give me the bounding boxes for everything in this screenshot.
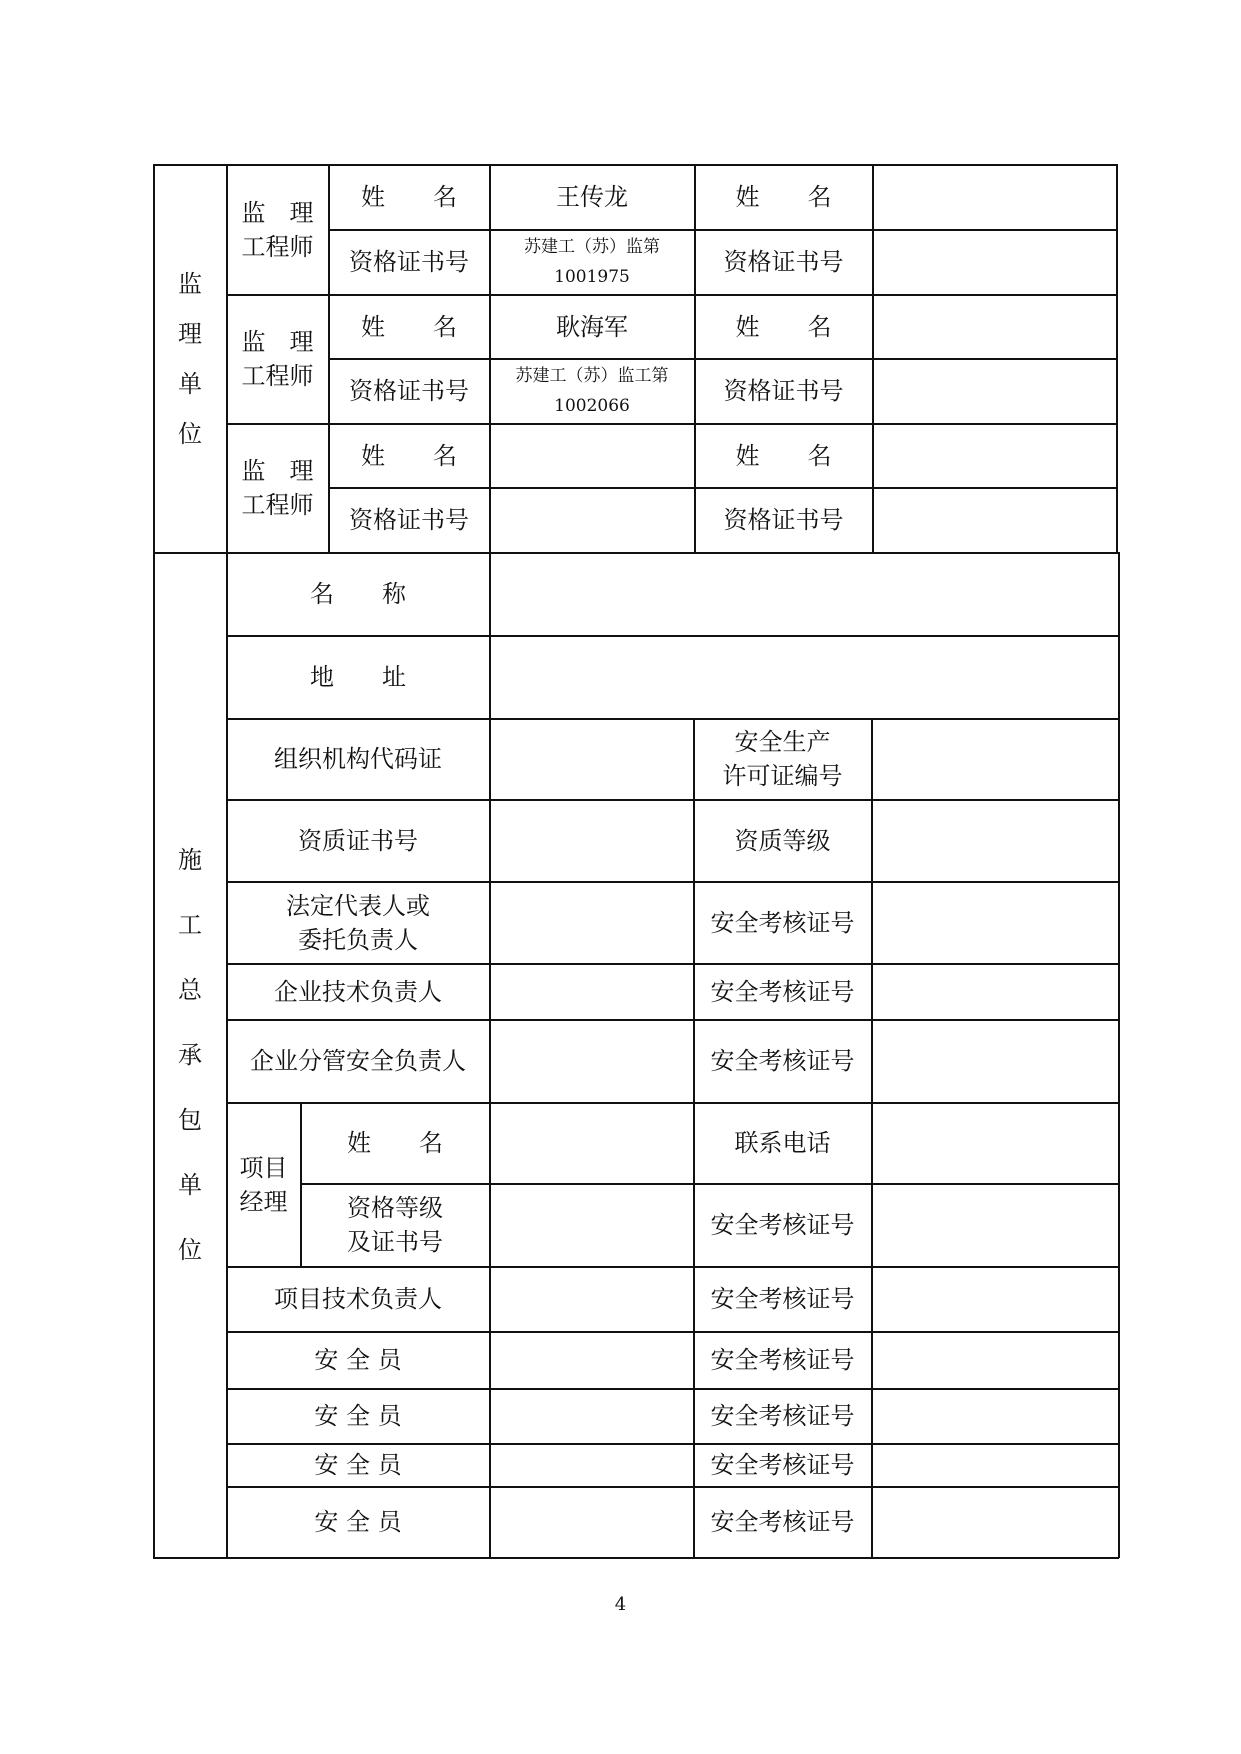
- contractor-group-label: [154, 553, 226, 1557]
- pm-name-label: 姓 名: [347, 1129, 443, 1157]
- safety-exam-label: 安全考核证号: [710, 1451, 855, 1479]
- group-label-char: 理: [178, 319, 202, 348]
- legal-rep-label: 法定代表人或 委托负责人: [286, 891, 430, 954]
- safety-head-label: 企业分管安全负责人: [250, 1047, 466, 1075]
- tech-head-label: 企业技术负责人: [274, 977, 442, 1006]
- pm-label: 项目 经理: [239, 1153, 288, 1216]
- name-label: 姓 名: [735, 312, 832, 341]
- group-label-char: 总: [178, 975, 202, 1004]
- group-label-char: 监: [178, 269, 202, 298]
- group-label-char: 工: [178, 910, 202, 939]
- cert-label: 资格证书号: [349, 506, 469, 534]
- name-label: 姓 名: [735, 183, 832, 211]
- engineer-name-value-2: [873, 295, 1116, 358]
- page-number: 4: [614, 1594, 627, 1615]
- safety-officer-label: 安 全 员: [314, 1451, 402, 1479]
- org-code-label: 组织机构代码证: [274, 745, 442, 773]
- group-label-char: 位: [178, 419, 202, 448]
- engineer-name-value: 耿海军: [556, 312, 628, 341]
- pm-grade-label: 资格等级 及证书号: [347, 1194, 443, 1256]
- group-label-char: 包: [178, 1105, 202, 1134]
- address-value: [490, 636, 1118, 718]
- safety-license-label: 安全生产 许可证编号: [722, 728, 843, 790]
- engineer-label: 监 理 工程师: [241, 457, 314, 519]
- engineer-cert-value: 苏建工（苏）监第 1001975: [524, 237, 660, 287]
- project-tech-label: 项目技术负责人: [274, 1285, 442, 1313]
- engineer-cert-value: [490, 488, 694, 552]
- engineer-name-value: 王传龙: [556, 183, 628, 211]
- safety-exam-label: 安全考核证号: [710, 1508, 855, 1536]
- engineer-name-value-2: [873, 424, 1116, 487]
- safety-exam-label: 安全考核证号: [710, 1402, 855, 1430]
- name-label: 姓 名: [361, 183, 457, 211]
- table-border-right-bottom: [1118, 552, 1120, 1558]
- group-label-char: 施: [178, 845, 202, 874]
- engineer-cert-value: 苏建工（苏）监工第 1002066: [515, 366, 669, 416]
- table-border-bottom: [153, 1557, 1119, 1559]
- safety-officer-label: 安 全 员: [314, 1508, 402, 1536]
- group-label-char: 单: [178, 1170, 202, 1199]
- company-name-value: [490, 553, 1118, 635]
- safety-exam-label: 安全考核证号: [710, 977, 855, 1006]
- group-label-char: 位: [178, 1235, 202, 1264]
- cert-label: 资格证书号: [723, 248, 844, 276]
- company-name-label: 名 称: [310, 580, 406, 608]
- engineer-cert-value-2: [873, 230, 1116, 294]
- safety-officer-label: 安 全 员: [314, 1346, 402, 1374]
- safety-officer-label: 安 全 员: [314, 1402, 402, 1430]
- name-label: 姓 名: [361, 312, 457, 341]
- safety-exam-label: 安全考核证号: [710, 1346, 855, 1374]
- address-label: 地 址: [310, 663, 406, 691]
- name-label: 姓 名: [735, 441, 832, 470]
- engineer-name-value: [490, 424, 694, 487]
- pm-phone-label: 联系电话: [734, 1129, 831, 1157]
- engineer-label: 监 理 工程师: [241, 198, 314, 261]
- engineer-name-value-2: [873, 165, 1116, 229]
- name-label: 姓 名: [361, 441, 457, 470]
- cert-label: 资格证书号: [723, 377, 844, 405]
- cert-label: 资格证书号: [349, 248, 469, 276]
- group-label-char: 单: [178, 369, 202, 398]
- qualification-cert-label: 资质证书号: [298, 826, 418, 855]
- safety-exam-label: 安全考核证号: [710, 908, 855, 937]
- engineer-label: 监 理 工程师: [241, 328, 314, 390]
- cert-label: 资格证书号: [349, 377, 469, 405]
- cert-label: 资格证书号: [723, 506, 844, 534]
- safety-exam-label: 安全考核证号: [710, 1047, 855, 1075]
- supervision-group-label: [154, 165, 226, 552]
- safety-exam-label: 安全考核证号: [710, 1285, 855, 1313]
- engineer-cert-value-2: [873, 488, 1116, 552]
- group-label-char: 承: [178, 1040, 202, 1069]
- line: [871, 718, 873, 1558]
- qualification-grade-label: 资质等级: [734, 826, 831, 855]
- engineer-cert-value-2: [873, 359, 1116, 423]
- safety-exam-label: 安全考核证号: [710, 1211, 855, 1239]
